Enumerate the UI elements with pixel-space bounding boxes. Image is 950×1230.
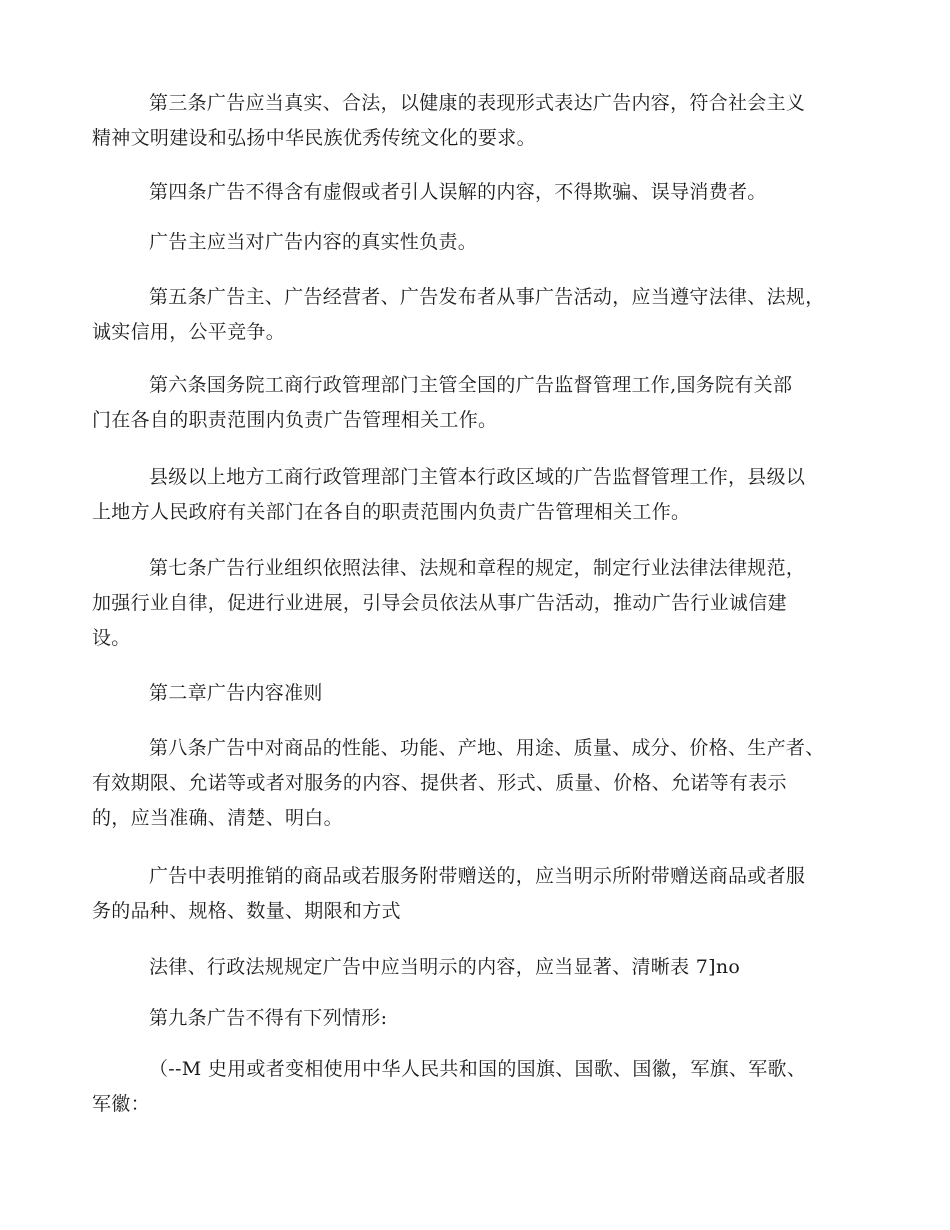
paragraph-local-administration <box>92 460 882 530</box>
text-line: 广告主应当对广告内容的真实性负责。 <box>149 231 478 253</box>
text-line: 第二章广告内容准则 <box>149 682 323 704</box>
text-line: 第八条广告中对商品的性能、功能、产地、用途、质量、成分、价格、生产者、 <box>149 737 825 759</box>
text-line: 务的品种、规格、数量、期限和方式 <box>92 900 401 922</box>
text-line: 诚实信用，公平竞争。 <box>92 321 286 343</box>
paragraph-advertiser-responsibility <box>92 225 882 260</box>
paragraph-article-4 <box>92 175 882 210</box>
text-line: 上地方人民政府有关部门在各自的职责范围内负责广告管理相关工作。 <box>92 501 691 523</box>
text-line: 军徽： <box>92 1093 150 1115</box>
text-line: 广告中表明推销的商品或若服务附带赠送的，应当明示所附带赠送商品或者服 <box>149 865 806 887</box>
text-line: 法律、行政法规规定广告中应当明示的内容，应当显著、清晰表 7]no <box>149 956 741 978</box>
text-line: 的，应当准确、清楚、明白。 <box>92 807 343 829</box>
text-line: 门在各自的职责范围内负责广告管理相关工作。 <box>92 409 498 431</box>
text-line: 有效期限、允诺等或者对服务的内容、提供者、形式、质量、价格、允诺等有表示 <box>92 772 787 794</box>
text-line: 加强行业自律，促进行业进展，引导会员依法从事广告活动，推动广告行业诚信建 <box>92 592 787 614</box>
paragraph-article-5 <box>92 280 882 350</box>
text-line: 第九条广告不得有下列情形: <box>149 1007 388 1029</box>
text-line: （--M 史用或者变相使用中华人民共和国的国旗、国歌、国徽，军旗、军歌、 <box>149 1058 807 1080</box>
paragraph-legal-disclosure <box>92 950 882 985</box>
paragraph-article-6 <box>92 368 882 438</box>
text-line: 第四条广告不得含有虚假或者引人误解的内容，不得欺骗、误导消费者。 <box>149 181 767 203</box>
paragraph-article-3 <box>92 86 882 156</box>
text-line: 县级以上地方工商行政管理部门主管本行政区域的广告监督管理工作，县级以 <box>149 466 806 488</box>
text-line: 第六条国务院工商行政管理部门主管全国的广告监督管理工作,国务院有关部 <box>149 374 793 396</box>
text-line: 精神文明建设和弘扬中华民族优秀传统文化的要求。 <box>92 127 536 149</box>
text-line: 第七条广告行业组织依照法律、法规和章程的规定，制定行业法律法律规范， <box>149 557 806 579</box>
paragraph-article-7 <box>92 551 882 656</box>
text-line: 第三条广告应当真实、合法，以健康的表现形式表达广告内容，符合社会主义 <box>149 92 806 114</box>
paragraph-item-1 <box>92 1052 882 1122</box>
chapter-heading <box>92 676 882 711</box>
paragraph-article-8 <box>92 731 882 836</box>
paragraph-gift-disclosure <box>92 859 882 929</box>
text-line: 设。 <box>92 627 131 649</box>
text-line: 第五条广告主、广告经营者、广告发布者从事广告活动，应当遵守法律、法规， <box>149 286 825 308</box>
paragraph-article-9 <box>92 1001 882 1036</box>
